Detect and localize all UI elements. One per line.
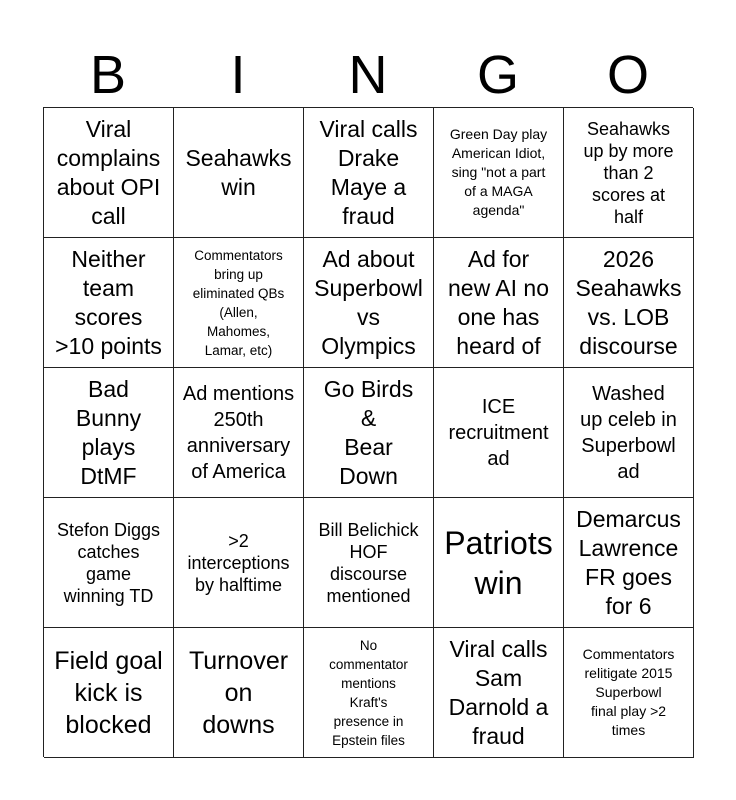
bingo-cell[interactable]	[304, 498, 434, 628]
bingo-cell[interactable]	[564, 238, 694, 368]
bingo-cell-text: 2026 Seahawks vs. LOB discourse	[575, 245, 682, 359]
bingo-cell-text: Stefon Diggs catches game winning TD	[56, 519, 161, 606]
bingo-cell[interactable]	[564, 368, 694, 498]
bingo-cell[interactable]	[44, 368, 174, 498]
header-letter-b: B	[89, 45, 127, 105]
bingo-cell-text: Go Birds & Bear Down	[323, 375, 414, 489]
bingo-cell[interactable]	[564, 628, 694, 758]
bingo-cell-text: Ad for new AI no one has heard of	[447, 245, 550, 359]
bingo-cell-text: Demarcus Lawrence FR goes for 6	[576, 505, 681, 619]
bingo-cell-text: Green Day play American Idiot, sing "not a part of a MAGA agenda"	[449, 126, 548, 218]
bingo-cell[interactable]	[44, 238, 174, 368]
header-letter-i: I	[230, 45, 246, 105]
bingo-card	[43, 107, 693, 757]
bingo-cell-text: Commentators relitigate 2015 Superbowl final play >2 times	[582, 646, 675, 738]
bingo-cell[interactable]	[434, 628, 564, 758]
bingo-cell-text: Viral calls Sam Darnold a fraud	[448, 635, 549, 749]
bingo-cell[interactable]	[304, 108, 434, 238]
bingo-cell-text: Viral calls Drake Maye a fraud	[319, 115, 418, 229]
bingo-cell[interactable]	[174, 628, 304, 758]
bingo-cell[interactable]	[434, 368, 564, 498]
bingo-cell-text: Seahawks win	[185, 144, 292, 200]
bingo-cell-text: Commentators bring up eliminated QBs (Allen, Mahomes, Lamar, etc)	[192, 247, 285, 358]
header-letter-n: N	[348, 45, 388, 105]
bingo-cell[interactable]	[44, 498, 174, 628]
header-letter-o: O	[606, 45, 649, 105]
bingo-cell[interactable]	[434, 238, 564, 368]
bingo-cell-text: Neither team scores >10 points	[55, 245, 162, 359]
bingo-cell[interactable]	[564, 108, 694, 238]
bingo-cell-text: No commentator mentions Kraft's presence in Epstein files	[329, 637, 408, 748]
bingo-cell[interactable]	[174, 108, 304, 238]
bingo-cell-text: Washed up celeb in Superbowl ad	[580, 382, 677, 483]
bingo-cell-text: Bad Bunny plays DtMF	[75, 375, 142, 489]
bingo-cell[interactable]	[174, 498, 304, 628]
bingo-cell[interactable]	[174, 238, 304, 368]
bingo-cell[interactable]	[304, 368, 434, 498]
bingo-cell[interactable]	[44, 108, 174, 238]
bingo-cell-text: Seahawks up by more than 2 scores at half	[583, 118, 674, 227]
header-letter-g: G	[476, 45, 519, 105]
bingo-cell[interactable]	[304, 238, 434, 368]
bingo-cell-text: Turnover on downs	[188, 646, 289, 739]
bingo-cell-text: Patriots win	[444, 524, 553, 601]
bingo-cell-text: Bill Belichick HOF discourse mentioned	[318, 519, 419, 606]
bingo-cell[interactable]	[564, 498, 694, 628]
bingo-cell-text: Field goal kick is blocked	[54, 646, 163, 739]
bingo-cell[interactable]	[434, 498, 564, 628]
bingo-cell[interactable]	[304, 628, 434, 758]
bingo-cell[interactable]	[174, 368, 304, 498]
bingo-cell-text: Ad mentions 250th anniversary of America	[182, 382, 295, 483]
bingo-cell[interactable]	[44, 628, 174, 758]
bingo-cell-text: >2 interceptions by halftime	[187, 530, 290, 595]
bingo-cell[interactable]	[434, 108, 564, 238]
bingo-cell-text: ICE recruitment ad	[448, 395, 549, 470]
bingo-header	[43, 44, 693, 106]
bingo-cell-text: Ad about Superbowl vs Olympics	[314, 245, 423, 359]
bingo-cell-text: Viral complains about OPI call	[56, 115, 161, 229]
